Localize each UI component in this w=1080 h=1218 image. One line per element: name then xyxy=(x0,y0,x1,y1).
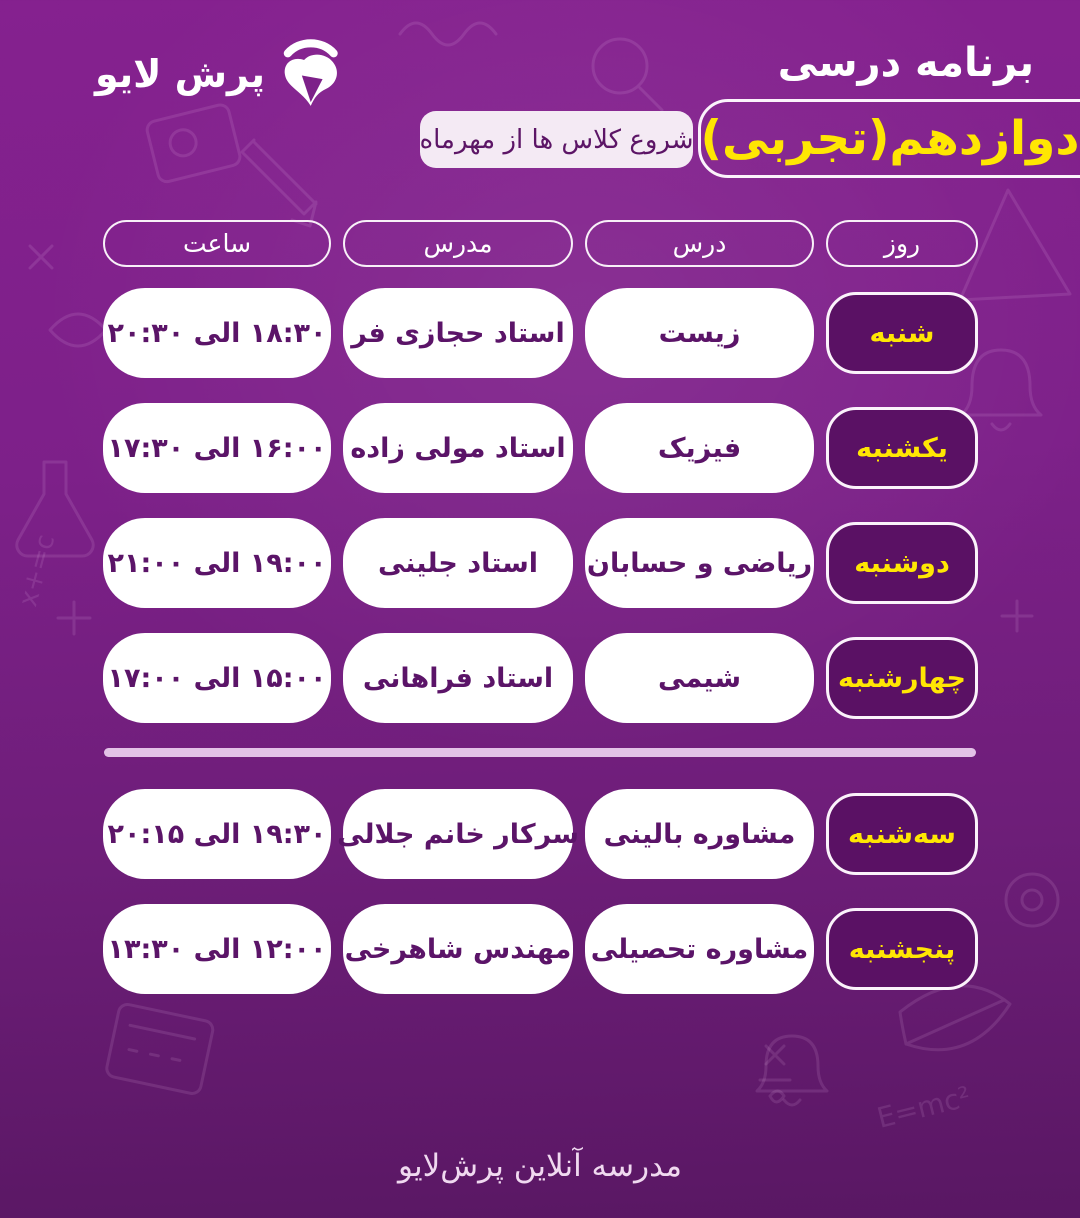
table-row xyxy=(102,633,978,723)
schedule-table xyxy=(102,220,978,1019)
day-pill xyxy=(826,522,978,604)
time-label: ۱۹:۰۰ الی ۲۱:۰۰ xyxy=(107,547,327,579)
start-badge-label: شروع کلاس ها از مهرماه xyxy=(419,124,694,155)
doodle-bell-bottom xyxy=(757,1036,827,1105)
porsesh-live-logo-icon xyxy=(273,32,347,116)
porsesh-live-logo xyxy=(95,32,347,116)
doodle-leaf-left xyxy=(50,314,106,346)
time-pill xyxy=(103,288,331,378)
lesson-pill xyxy=(585,633,814,723)
lesson-label: شیمی xyxy=(658,662,741,694)
column-header-teacher: مدرس xyxy=(343,220,573,267)
time-label: ۱۶:۰۰ الی ۱۷:۳۰ xyxy=(107,432,327,464)
time-label: ۱۲:۰۰ الی ۱۳:۳۰ xyxy=(107,933,327,965)
day-label: دوشنبه xyxy=(854,547,950,579)
lesson-pill xyxy=(585,789,814,879)
time-label: ۱۵:۰۰ الی ۱۷:۰۰ xyxy=(107,662,327,694)
grade-title-box xyxy=(698,99,1080,178)
teacher-pill xyxy=(337,789,579,879)
table-body xyxy=(102,288,978,994)
logo-text: پرش لایو xyxy=(95,52,265,96)
lesson-label: مشاوره تحصیلی xyxy=(590,933,809,965)
section-divider xyxy=(104,748,976,757)
teacher-label: مهندس شاهرخی xyxy=(344,933,572,965)
day-label: شنبه xyxy=(869,317,935,349)
day-pill xyxy=(826,292,978,374)
time-pill xyxy=(103,904,331,994)
doodle-donut xyxy=(1006,874,1058,926)
day-pill xyxy=(826,407,978,489)
table-row xyxy=(102,904,978,994)
teacher-label: استاد فراهانی xyxy=(362,662,554,694)
day-label: چهارشنبه xyxy=(838,662,966,694)
footer-text: مدرسه آنلاین پرش‌لایو xyxy=(397,1148,682,1184)
day-pill xyxy=(826,908,978,990)
time-pill xyxy=(103,633,331,723)
lesson-pill xyxy=(585,288,814,378)
time-pill xyxy=(103,789,331,879)
table-row xyxy=(102,403,978,493)
lesson-label: زیست xyxy=(658,317,741,349)
table-row xyxy=(102,518,978,608)
table-row xyxy=(102,288,978,378)
time-pill xyxy=(103,518,331,608)
day-label: یکشنبه xyxy=(856,432,948,464)
teacher-label: سرکار خانم جلالی xyxy=(337,818,579,850)
teacher-pill xyxy=(343,904,573,994)
lesson-label: مشاوره بالینی xyxy=(603,818,796,850)
teacher-label: استاد حجازی فر xyxy=(351,317,565,349)
column-header-time: ساعت xyxy=(103,220,331,267)
table-header-row xyxy=(102,220,978,267)
time-pill xyxy=(103,403,331,493)
day-label: پنجشنبه xyxy=(848,933,956,965)
teacher-label: استاد جلینی xyxy=(377,547,539,579)
doodle-emc2: E=mc² xyxy=(873,1079,974,1135)
doodle-flask-left xyxy=(17,462,93,556)
teacher-label: استاد مولی زاده xyxy=(350,432,566,464)
column-header-day: روز xyxy=(826,220,978,267)
teacher-pill xyxy=(343,633,573,723)
lesson-label: ریاضی و حسابان xyxy=(586,547,813,579)
day-pill xyxy=(826,637,978,719)
doodle-pencil xyxy=(242,140,316,226)
column-header-lesson: درس xyxy=(585,220,814,267)
lesson-pill xyxy=(585,904,814,994)
teacher-pill xyxy=(343,403,573,493)
grade-title: دوازدهم(تجربی) xyxy=(700,111,1080,166)
table-row xyxy=(102,789,978,879)
doodle-fraction xyxy=(760,1046,790,1102)
teacher-pill xyxy=(343,288,573,378)
teacher-pill xyxy=(343,518,573,608)
day-label: سه‌شنبه xyxy=(848,818,956,850)
lesson-label: فیزیک xyxy=(657,432,742,464)
doodle-squiggle xyxy=(400,23,496,45)
day-pill xyxy=(826,793,978,875)
doodle-xplus: x+=c xyxy=(13,531,62,610)
lesson-pill xyxy=(585,518,814,608)
time-label: ۱۹:۳۰ الی ۲۰:۱۵ xyxy=(107,818,327,850)
time-label: ۱۸:۳۰ الی ۲۰:۳۰ xyxy=(107,317,327,349)
doodle-magnifier xyxy=(593,39,662,110)
lesson-pill xyxy=(585,403,814,493)
start-badge xyxy=(420,111,693,168)
page-title: برنامه درسی xyxy=(777,40,1034,86)
